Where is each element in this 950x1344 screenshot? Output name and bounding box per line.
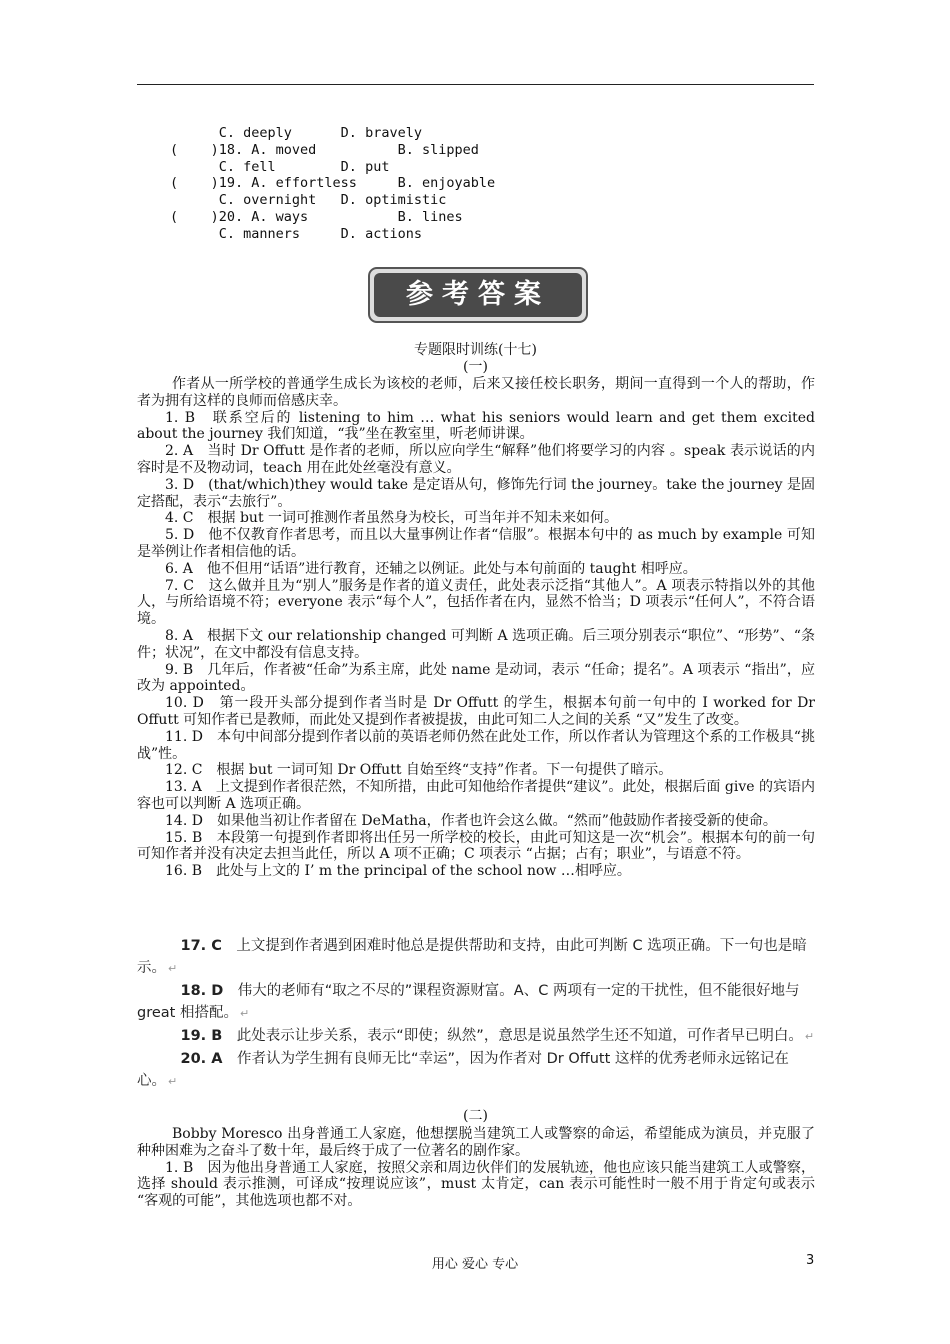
option-line: ( )20. A. ways B. lines — [170, 208, 463, 225]
answer-number: 17. C — [180, 938, 222, 954]
answer-item: 11. D 本句中间部分提到作者以前的英语老师仍然在此处工作，所以作者认为管理这个系的工作极具“挑战”性。 — [137, 728, 815, 762]
answer-number: 20. A — [180, 1051, 223, 1067]
part1-explanations — [137, 376, 815, 880]
option-line: ( )19. A. effortless B. enjoyable — [170, 175, 496, 192]
header-rule — [137, 84, 814, 85]
answer-item: 5. D 他不仅教育作者思考，而且以大量事例让作者“信服”。根据本句中的 as much by example 可知是举例让作者相信他的话。 — [137, 527, 815, 560]
answer-item: 9. B 几年后，作者被“任命”为系主席，此处 name 是动词，表示 “任命；提名”。A 项表示 “指出”，应改为 appointed。 — [137, 661, 815, 695]
answer-item: 15. B 本段第一句提到作者即将出任另一所学校的校长，由此可知这是一次“机会”。根据本句的前一句可知作者并没有决定去担当此任，所以 A 项不正确；C 项表示 “占据；占有；职业”，与语意不符。 — [137, 829, 815, 863]
answer-item: 14. D 如果他当初让作者留在 DeMatha，作者也许会这么做。“然而”他鼓励作者接受新的使命。 — [165, 812, 777, 829]
answer-item: 2. A 当时 Dr Offutt 是作者的老师，所以应向学生“解释”他们将要学习的内容 。speak 表示说话的内容时是不及物动词，teach 用在此处丝毫没有意义。 — [137, 443, 815, 476]
answer-item: 10. D 第一段开头部分提到作者当时是 Dr Offutt 的学生，根据本句前一句中的 I worked for Dr Offutt 可知作者已是教师，而此处又提到作者被提拔，由此可知二人之间的关系 “又”发生了改变。 — [137, 695, 815, 728]
answer-item: 1. B 因为他出身普通工人家庭，按照父亲和周边伙伴们的发展轨迹，他也应该只能当建筑工人或警察，选择 should 表示推测，可译成“按理说应该”，must 太肯定，can 表示可能性时一般不用于肯定句或表示 “客观的可能”，其他选项也都不对。 — [137, 1159, 815, 1210]
part-label: (一) — [463, 359, 488, 375]
answer-item — [137, 935, 815, 980]
part-label: (二) — [463, 1108, 488, 1124]
answer-item: 8. A 根据下文 our relationship changed 可判断 A 选项正确。后三项分别表示“职位”、“形势”、“条件；状况”，在文中都没有信息支持。 — [137, 627, 815, 661]
answer-banner-text: 参考答案 — [374, 273, 582, 317]
answer-item: 3. D (that/which)they would take 是定语从句，修饰先行词 the journey。take the journey 是固定搭配，表示“去旅行”。 — [137, 476, 815, 510]
option-line: C. overnight D. optimistic — [170, 192, 447, 209]
page-number: 3 — [806, 1253, 815, 1268]
answer-text: 伟大的老师有“取之不尽的”课程资源财富。A、C 两项有一定的干扰性，但不能很好地与 great 相搭配。 — [137, 983, 800, 1021]
answer-item: 4. C 根据 but 一词可推测作者虽然身为校长，可当年并不知未来如何。 — [165, 510, 619, 527]
option-line: C. fell D. put — [170, 158, 390, 175]
choice-options — [170, 125, 590, 243]
part2-explanations — [137, 1126, 815, 1210]
return-mark-icon: ↵ — [239, 1007, 250, 1020]
part1-explanations-continued — [137, 935, 815, 1093]
answer-item: 16. B 此处与上文的 I’ m the principal of the school now …相呼应。 — [165, 863, 631, 880]
return-mark-icon: ↵ — [804, 1030, 815, 1043]
answer-item: 1. B 联系空后的 listening to him … what his seniors would learn and get them excited about the journey 我们知道，“我”坐在教室里，听老师讲课。 — [137, 409, 815, 443]
answer-item — [137, 1025, 815, 1048]
summary-paragraph: Bobby Moresco 出身普通工人家庭，他想摆脱当建筑工人或警察的命运，希望能成为演员，并克服了种种困难为之奋斗了数十年，最后终于成了一位著名的剧作家。 — [137, 1126, 815, 1159]
option-line: ( )18. A. moved B. slipped — [170, 141, 479, 158]
answer-item: 7. C 这么做并且为“别人”服务是作者的道义责任，此处表示泛指“其他人”。A 项表示特指以外的其他人，与所给语境不符；everyone 表示“每个人”，包括作者在内，显然不恰当；D 项表示“任何人”，不符合语境。 — [137, 577, 815, 628]
answer-text: 此处表示让步关系，表示“即使；纵然”，意思是说虽然学生还不知道，可作者早已明白。 — [236, 1028, 803, 1044]
summary-paragraph: 作者从一所学校的普通学生成长为该校的老师，后来又接任校长职务，期间一直得到一个人的帮助，作者为拥有这样的良师而倍感庆幸。 — [137, 376, 815, 409]
section-title: 专题限时训练(十七) — [414, 342, 537, 358]
answer-item: 6. A 他不但用“话语”进行教育，还辅之以例证。此处与本句前面的 taught 相呼应。 — [165, 560, 697, 577]
answer-item: 13. A 上文提到作者很茫然，不知所措，由此可知他给作者提供“建议”。此处，根据后面 give 的宾语内容也可以判断 A 选项正确。 — [137, 779, 815, 812]
answer-banner — [368, 267, 588, 323]
answer-item: 12. C 根据 but 一词可知 Dr Offutt 自始至终“支持”作者。下一句提供了暗示。 — [165, 762, 673, 779]
answer-item — [137, 1048, 815, 1093]
answer-item — [137, 980, 815, 1025]
page-footer: 用心 爱心 专心 — [431, 1257, 519, 1272]
return-mark-icon: ↵ — [168, 962, 178, 975]
answer-text: 作者认为学生拥有良师无比“幸运”，因为作者对 Dr Offutt 这样的优秀老师永远铭记在心。 — [137, 1051, 789, 1089]
option-line: C. deeply D. bravely — [170, 125, 422, 141]
return-mark-icon: ↵ — [168, 1075, 178, 1088]
answer-number: 18. D — [180, 983, 224, 999]
option-line: C. manners D. actions — [170, 225, 422, 242]
answer-number: 19. B — [180, 1028, 223, 1044]
answer-text: 上文提到作者遇到困难时他总是提供帮助和支持，由此可判断 C 选项正确。下一句也是暗示。 — [137, 938, 807, 976]
